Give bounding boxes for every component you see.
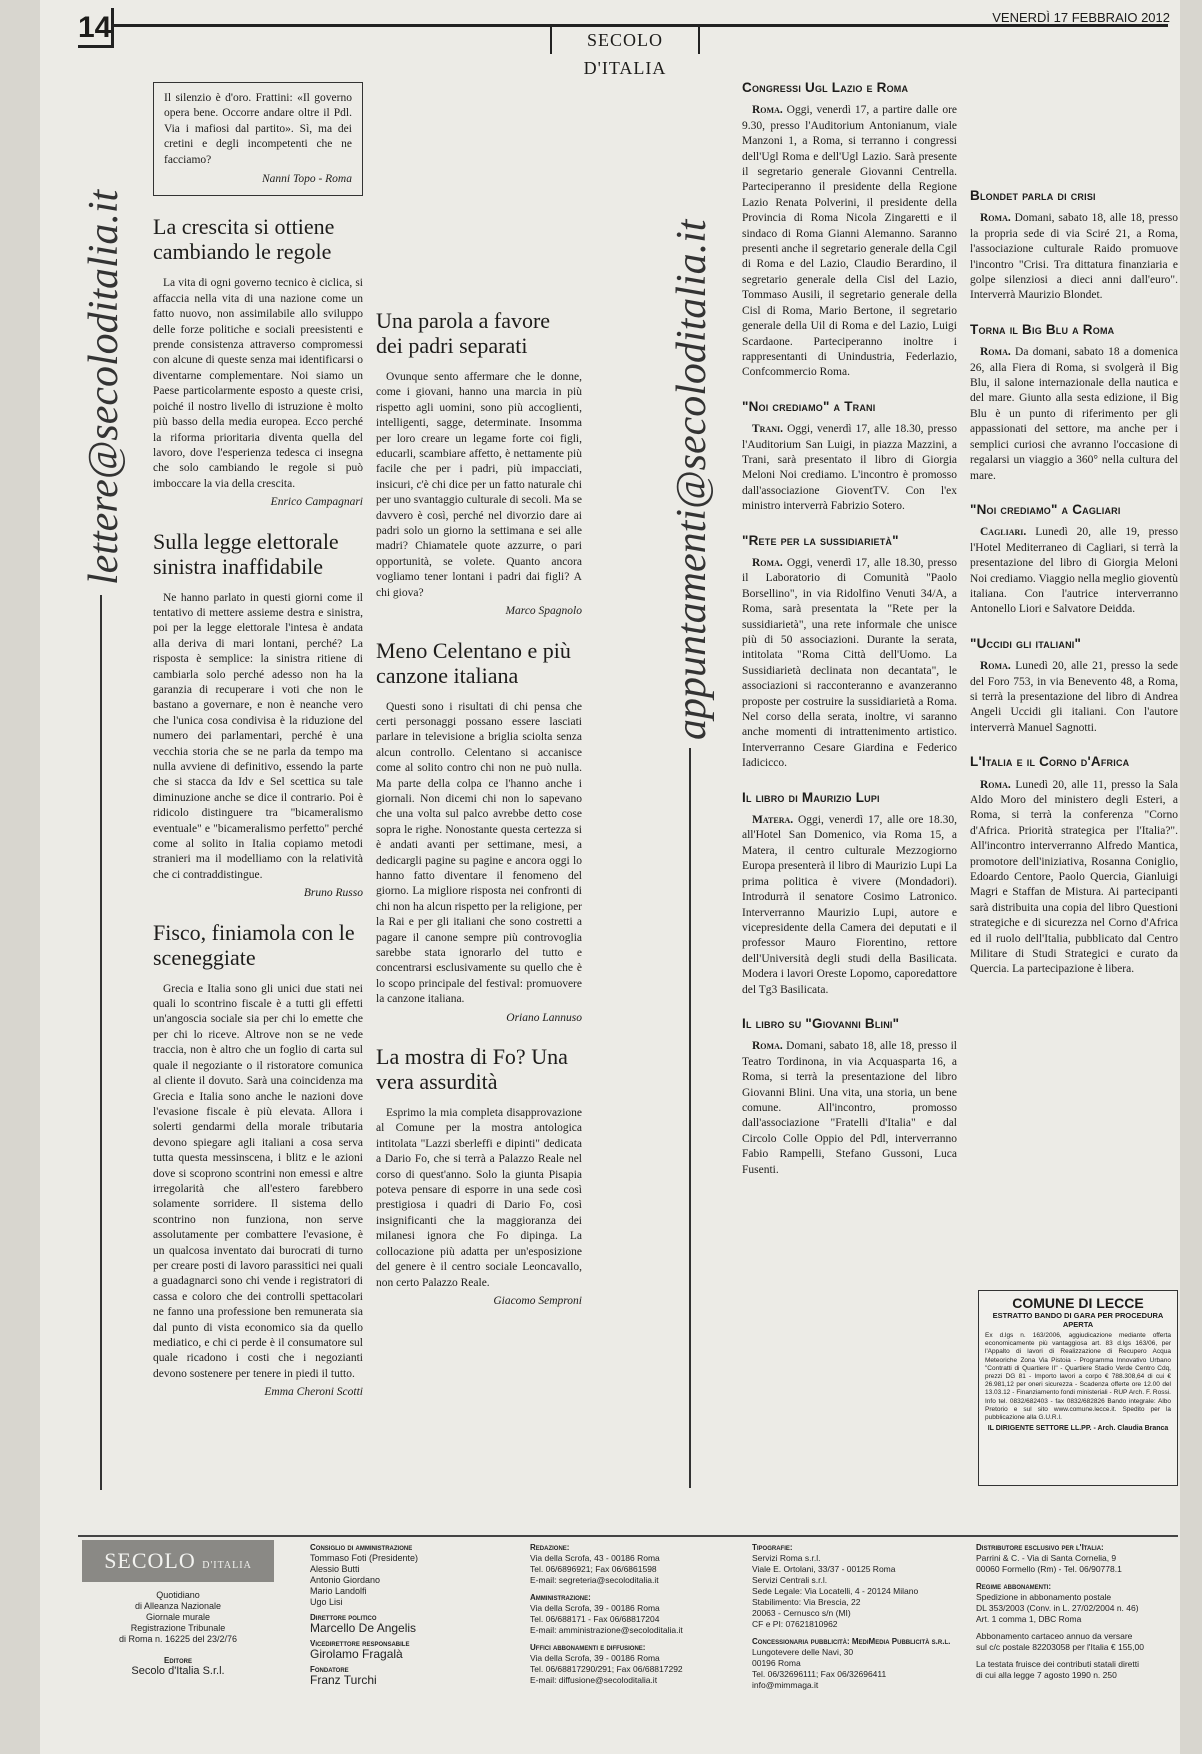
event-place: Matera. bbox=[752, 814, 794, 827]
fondatore-label: Fondatore bbox=[310, 1665, 349, 1674]
colophon-printing bbox=[752, 1542, 962, 1691]
amministrazione-line: Tel. 06/688171 - Fax 06/68817204 bbox=[530, 1614, 660, 1624]
colophon-distribution bbox=[976, 1542, 1180, 1681]
abbonamenti-line: di cui alla legge 7 agosto 1990 n. 250 bbox=[976, 1670, 1117, 1680]
concessionaria-line: 00196 Roma bbox=[752, 1658, 801, 1668]
tipografie-line: Servizi Centrali s.r.l. bbox=[752, 1575, 828, 1585]
cda-member: Alessio Butti bbox=[310, 1564, 360, 1574]
cda-member: Antonio Giordano bbox=[310, 1575, 381, 1585]
event-body: Domani, sabato 18, alle 18, presso la propria sede di via Sciré 21, a Roma, l'associazione culturale Raido promuove l'incontro "Crisi. Tra dittatura finanziaria e golpe silenziosi a dieci anni dall'euro". Interverrà Maurizio Blondet. bbox=[970, 212, 1178, 302]
cda-member: Mario Landolfi bbox=[310, 1586, 367, 1596]
letter-signature: Oriano Lannuso bbox=[506, 1011, 582, 1024]
about-line: Registrazione Tribunale bbox=[130, 1623, 226, 1633]
colophon-about bbox=[82, 1590, 274, 1677]
event-body: Lunedì 20, alle 11, presso la Sala Aldo Moro del ministero degli Esteri, a Roma, si terrà la conferenza "Corno d'Africa. Priorità strategica per l'Italia?". All'incontro interverranno Alfredo Mantica, promotore dell'iniziativa, Rosanna Coniglio, Edoardo Centore, Paolo Quercia, Gianluigi Magri e Staffan de Mistura. Ai partecipanti sarà distribuita una copia del libro Questioni strategiche e di sicurezza nel Corno d'Africa ed il ruolo dell'Italia, pubblicato dal Centro Militare di Studi Strategici e curato da Quercia. La partecipazione è libera. bbox=[970, 778, 1179, 976]
abbonamenti-line: Abbonamento cartaceo annuo da versare bbox=[976, 1631, 1133, 1641]
letters-column-2 bbox=[376, 82, 582, 1319]
event-title: Il libro su "Giovanni Blini" bbox=[742, 1015, 900, 1031]
redazione-line: Via della Scrofa, 43 - 00186 Roma bbox=[530, 1553, 660, 1563]
letter-title: Sulla legge elettorale sinistra inaffidabile bbox=[153, 528, 339, 579]
event-body: Da domani, sabato 18 a domenica 26, alla Fiera di Roma, si svolgerà il Big Blu, il salone internazionale della nautica e del mare. Giunto alla sesta edizione, il Big Blu è un punto di riferimento per gli appassionati del settore, ma anche per i semplici curiosi che avranno l'occasione di regalarsi un viaggio a 360° nella cultura del mare. bbox=[970, 346, 1179, 482]
amministrazione-line: Via della Scrofa, 39 - 00186 Roma bbox=[530, 1603, 660, 1613]
abbonamenti-line: sul c/c postale 82203058 per l'Italia € 155,00 bbox=[976, 1642, 1144, 1652]
letters-column-1 bbox=[153, 82, 363, 1411]
event-title: Blondet parla di crisi bbox=[970, 188, 1096, 203]
event-place: Roma. bbox=[980, 346, 1011, 359]
colophon-board bbox=[310, 1542, 520, 1686]
letter-body: La vita di ogni governo tecnico è ciclica, si affaccia nella vita di una nazione come un fatto nuovo, non assimilabile allo sviluppo delle forze politiche e sociali preesistenti e prende consistenza attraverso compromessi con alcune di queste senza mai identificarsi o diventarne complementare. Noi siamo un Paese particolarmente esposto a queste crisi, poiché il nostro livello di istruzione è molto più basso della media europea. Ecco perché la riforma prioritaria diventa quella del lavoro, dove l'esperienza tedesca ci insegna che solo cambiando le regole si può imboccare la via della crescita. bbox=[153, 277, 363, 490]
letter-signature: Giacomo Semproni bbox=[493, 1294, 582, 1307]
colophon-offices bbox=[530, 1542, 730, 1686]
tender-notice-ad bbox=[978, 1290, 1178, 1486]
events-column-2 bbox=[970, 78, 1178, 981]
logo-text: SECOLO bbox=[104, 1548, 196, 1573]
event-body: Oggi, venerdì 17, a partire dalle ore 9.30, presso l'Auditorium Antonianum, viale Manzoni 1, a Roma, si terranno i congressi dell'Ugl Roma e dell'Ugl Lazio. Sarà presente il segretario generale Giovanni Centrella. Parteciperanno il presidente della Regione Lazio Renata Polverini, il presidente della Provincia di Roma Nicola Zingaretti e il sindaco di Roma Gianni Alemanno. Saranno presenti anche il segretario generale della Cgil di Roma e del Lazio, Claudio Berardino, il segretario generale della Cisl del Lazio, Tommaso Ausili, il segretario generale della Cisl di Roma, Mario Bertone, il segretario generale della Uil di Roma e del Lazio, Luigi Scardaone. Parteciperanno inoltre i rappresentanti di Unindustria, Federlazio, Confcommercio Roma. bbox=[742, 104, 957, 379]
page-number: 14 bbox=[78, 8, 114, 48]
logo-small: D'ITALIA bbox=[202, 1560, 252, 1571]
tipografie-line: 20063 - Cernusco s/n (MI) bbox=[752, 1608, 851, 1618]
letter-title: La crescita si ottiene cambiando le regole bbox=[153, 214, 335, 265]
direttore-name: Marcello De Angelis bbox=[310, 1621, 417, 1635]
event-body: Oggi, venerdì 17, alle ore 18.30, all'Hotel San Domenico, via Roma 15, a Matera, il centro culturale Mezzogiorno Europa presenterà il libro di Maurizio Lupi La prima politica è vivere (Mondadori). Introdurrà il senatore Cosimo Latronico. Interverranno Maurizio Lupi, autore e vicepresidente della Camera dei deputati e il professor Mauro Fiorentino, rettore dell'Università degli studi della Basilicata. Modera i lavori Oreste Lopomo, caporedattore del Tg3 Basilicata. bbox=[742, 814, 958, 996]
tipografie-line: Sede Legale: Via Locatelli, 4 - 20124 Milano bbox=[752, 1586, 919, 1596]
event-body: Lunedì 20, alle 21, presso la sede del Foro 753, in via Benevento 48, a Roma, si terrà la presentazione del libro di Andrea Angeli Uccidi gli italiani. Con l'autore interverrà Manuel Sagnotti. bbox=[970, 660, 1179, 734]
cda-label: Consiglio di amministrazione bbox=[310, 1543, 413, 1552]
letter-body: Questi sono i risultati di chi pensa che certi personaggi possano essere lasciati parlare in televisione a briglia sciolta senza alcun controllo. Celentano si accanisce come al solito contro chi non ne può nulla. Ma parte della colpa ce l'hanno anche i giornali. Non dicemi chi non lo sapevano che una volta sul palco avrebbe detto cose sopra le righe. Nonostante questa certezza si è andati avanti per settimane, mesi, a dedicargli pagine su pagine e ancora oggi lo hanno fatto diventare il fenomeno del giorno. La migliore risposta nei confronti di chi non ha alcun rispetto per la religione, per la Rai e per gli italiani che sono costretti a pagare il canone sempre più controvoglia sarebbe stata ignorarlo del tutto e concentrarsi esclusivamente su quello che è lo scopo principale del festival: promuovere la canzone italiana. bbox=[376, 700, 582, 1006]
event-body: Oggi, venerdì 17, alle 18.30, presso l'Auditorium San Luigi, in piazza Mazzini, a Trani, sarà presentato il libro di Giorgia Meloni Noi crediamo. L'incontro è promosso dall'associazione GioventTV. Con l'ex ministro interverrà Fabrizio Sotero. bbox=[742, 423, 958, 513]
about-line: di Roma n. 16225 del 23/2/76 bbox=[118, 1634, 238, 1644]
letter-body: Grecia e Italia sono gli unici due stati nei quali lo scontrino fiscale è a tutti gli effetti un'angoscia sociale sia per chi lo emette che per chi lo riceve. Altrove non se ne vede traccia, non è altro che un foglio di carta sul quale il negoziante o il ristoratore comunica al cliente il dovuto. Sarà una coincidenza ma Grecia e Italia sono anche le nazioni dove l'evasione fiscale è più elevata. Allora i solerti gendarmi della morale tributaria devono spiegare agli italiani a cosa serva tutta questa messinscena, i blitz e le azioni dove si scoprono scontrini non emessi e altre irregolarità che all'estero farebbero solamente sorridere. Il sistema dello scontrino non funziona, non serve assolutamente per combattere l'evasione, è un qualcosa inventato dai burocrati di turno per creare posti di lavoro parassitici nei quali a guadagnarci sono chi vende i registratori di cassa e coloro che dei controlli spettacolari ne fanno una professione ben remunerata sia dal punto di vista economico sia da quello mediatico, e chi ci perde è il consumatore sul quale ricadono i costi che i negozianti devono sostenere per tenere in piedi il tutto. bbox=[153, 982, 363, 1380]
header-date: VENERDÌ 17 FEBBRAIO 2012 bbox=[992, 10, 1170, 25]
event-place: Roma. bbox=[752, 556, 783, 569]
event-title: L'Italia e il Corno d'Africa bbox=[970, 754, 1130, 770]
redazione-line: Tel. 06/6896921; Fax 06/6861598 bbox=[530, 1564, 657, 1574]
event-place: Trani. bbox=[752, 423, 783, 436]
concessionaria-label: Concessionaria pubblicità: MediMedia Pubblicità s.r.l. bbox=[752, 1637, 951, 1646]
uffici-line: Via della Scrofa, 39 - 00186 Roma bbox=[530, 1653, 660, 1663]
distributore-line: Parrini & C. - Via di Santa Cornelia, 9 bbox=[976, 1553, 1117, 1563]
tipografie-line: CF e PI: 07621810962 bbox=[752, 1619, 838, 1629]
letter-title: Meno Celentano e più canzone italiana bbox=[376, 637, 571, 688]
vice-label: Vicedirettore responsabile bbox=[310, 1639, 410, 1648]
header-masthead: SECOLO D'ITALIA bbox=[550, 26, 700, 54]
ad-footer: IL DIRIGENTE SETTORE LL.PP. - Arch. Claudia Branca bbox=[987, 1425, 1169, 1433]
letter-body: Ovunque sento affermare che le donne, come i giovani, hanno una marcia in più rispetto agli uomini, sono più accoglienti, intelligenti, sagge, determinate. Insomma per loro creare un legame forte coi figli, educarli, scambiare affetto, è nettamente più facile che per i padri, più impacciati, insicuri, c'è chi dice per un fatto naturale chi per uno svantaggio culturale di secoli. Ma se davvero è così, perché nel divorzio dare ai padri solo un giorno la settimana e sei alle madri? Chiamatele quote azzurre, o pari opportunità, se volete. Quanto ancora vogliamo tener lontani i padri dai figli? A chi giova? bbox=[376, 371, 582, 599]
editore-label: Editore bbox=[164, 1656, 192, 1665]
ad-title: COMUNE DI LECCE bbox=[1012, 1295, 1144, 1311]
uffici-line: Tel. 06/68817290/291; Fax 06/68817292 bbox=[530, 1664, 683, 1674]
vice-name: Girolamo Fragalà bbox=[310, 1647, 403, 1661]
concessionaria-line: Lungotevere delle Navi, 30 bbox=[752, 1647, 854, 1657]
abbonamenti-line: Spedizione in abbonamento postale bbox=[976, 1592, 1112, 1602]
event-title: "Noi crediamo" a Cagliari bbox=[970, 501, 1121, 517]
letter-signature: Marco Spagnolo bbox=[505, 605, 582, 618]
uffici-email[interactable]: E-mail: diffusione@secoloditalia.it bbox=[530, 1675, 658, 1685]
side-label-events[interactable]: appuntamenti@secoloditalia.it bbox=[669, 219, 715, 740]
tipografie-line: Viale E. Ortolani, 33/37 - 00125 Roma bbox=[752, 1564, 896, 1574]
fondatore-name: Franz Turchi bbox=[310, 1673, 377, 1687]
amministrazione-label: Amministrazione: bbox=[530, 1593, 591, 1602]
letter-signature: Bruno Russo bbox=[303, 887, 363, 900]
event-body: Lunedì 20, alle 19, presso l'Hotel Mediterraneo di Cagliari, si terrà la presentazione del libro di Giorgia Meloni Noi crediamo. Viaggio nella meglio gioventù italiana. Con l'autrice interverranno Antonello Liori e Salvatore Deidda. bbox=[970, 526, 1178, 616]
tipografie-line: Servizi Roma s.r.l. bbox=[752, 1553, 821, 1563]
about-line: Giornale murale bbox=[145, 1612, 211, 1622]
concessionaria-email[interactable]: info@mimmaga.it bbox=[752, 1680, 819, 1690]
redazione-email[interactable]: E-mail: segreteria@secoloditalia.it bbox=[530, 1575, 659, 1585]
events-column-1 bbox=[742, 78, 957, 1181]
event-place: Roma. bbox=[752, 104, 783, 117]
tipografie-label: Tipografie: bbox=[752, 1543, 793, 1552]
letter-title: La mostra di Fo? Una vera assurdità bbox=[376, 1044, 568, 1095]
cda-member: Ugo Lisi bbox=[310, 1597, 343, 1607]
event-title: Il libro di Maurizio Lupi bbox=[742, 789, 880, 805]
redazione-label: Redazione: bbox=[530, 1543, 570, 1552]
ad-body: Ex d.lgs n. 163/2006, aggiudicazione mediante offerta economicamente più vantaggiosa art. 83 d.lgs 163/06, per l'Appalto di lavori di Realizzazione di Recupero Acqua Meteoriche Zona Via Pistoia - Programma Innovativo Urbano "Contratti di Quartiere II" - Quartiere Stadio Verde Centro Cdq, prezzi DG 81 - Importo lavori a corpo € 788.308,64 di cui € 26.981,12 per oneri sicurezza - Scadenza offerte ore 12.00 del 13.03.12 - Finanziamento fondi ministeriali - RUP Arch. F. Rossi. Info tel. 0832/682403 - fax 0832/682826 Bando integrale: Albo Pretorio e sul sito www.comune.lecce.it. Spedito per la pubblicazione alla G.U.R.I. bbox=[985, 1332, 1171, 1422]
letter-signature: Enrico Campagnari bbox=[270, 496, 363, 509]
letter-title: Fisco, finiamola con le sceneggiate bbox=[153, 919, 355, 970]
footer-logo bbox=[82, 1540, 274, 1582]
side-rule-right bbox=[689, 748, 691, 1488]
side-rule-left bbox=[100, 595, 102, 1490]
letter-title: Una parola a favore dei padri separati bbox=[376, 308, 551, 358]
event-place: Cagliari. bbox=[980, 526, 1027, 539]
about-line: Quotidiano bbox=[156, 1590, 200, 1600]
distributore-label: Distributore esclusivo per l'Italia: bbox=[976, 1543, 1104, 1552]
amministrazione-email[interactable]: E-mail: amministrazione@secoloditalia.it bbox=[530, 1625, 683, 1635]
abbonamenti-line: La testata fruisce dei contributi statali diretti bbox=[976, 1659, 1139, 1669]
distributore-line: 00060 Formello (Rm) - Tel. 06/90778.1 bbox=[976, 1564, 1122, 1574]
event-body: Domani, sabato 18, alle 18, presso il Teatro Tordinona, in via Acquasparta 16, a Roma, si terrà la presentazione del libro Giovanni Blini. Una vita, una storia, un bene comune. All'incontro, promosso dall'associazione "Fratelli d'Italia" e dal Circolo Colle Oppio del Pdl, interverranno Fabio Rampelli, Stefano Gussoni, Luca Fusenti. bbox=[742, 1040, 957, 1176]
about-line: di Alleanza Nazionale bbox=[134, 1601, 222, 1611]
event-title: Congressi Ugl Lazio e Roma bbox=[742, 80, 909, 95]
footer-rule bbox=[78, 1535, 1178, 1537]
cda-member: Tommaso Foti (Presidente) bbox=[310, 1553, 419, 1563]
tipografie-line: Stabilimento: Via Brescia, 22 bbox=[752, 1597, 861, 1607]
event-place: Roma. bbox=[980, 660, 1011, 673]
abbonamenti-label: Regime abbonamenti: bbox=[976, 1582, 1051, 1591]
letter-signature: Emma Cheroni Scotti bbox=[264, 1386, 363, 1399]
event-title: "Rete per la sussidiarietà" bbox=[742, 532, 899, 548]
event-title: "Uccidi gli italiani" bbox=[970, 635, 1082, 651]
editore-name: Secolo d'Italia S.r.l. bbox=[131, 1665, 225, 1677]
event-place: Roma. bbox=[752, 1040, 783, 1053]
concessionaria-line: Tel. 06/32696111; Fax 06/32696411 bbox=[752, 1669, 887, 1679]
event-title: "Noi crediamo" a Trani bbox=[742, 398, 876, 414]
event-title: Torna il Big Blu a Roma bbox=[970, 321, 1115, 337]
ad-subtitle: ESTRATTO BANDO DI GARA PER PROCEDURA APERTA bbox=[992, 1311, 1164, 1329]
letter-body: Ne hanno parlato in questi giorni come il tentativo di mettere assieme destra e sinistra, poi per la legge elettorale l'intesa è andata alla deriva di mari lontani, perché? La risposta è semplice: la sinistra ritiene di cambiarla solo perché adesso non ha la garanzia di recuperare i voti che non le bastano a governare, e non è neanche vero che l'unica cosa condivisa è la riduzione del numero dei parlamentari, perché è una vecchia storia che se ne parla da tempo ma nulla avviene di definitivo, essendo la parte che si stacca da Idv e Sel scettica su tale diminuzione anche se dice il contrario. Poi è ridicolo distinguere tra "bicameralismo eventuale" e "bicameralismo perfetto" perché come al solito in Italia copiamo metodi stranieri ma il modelliamo con la relatività che ci contraddistingue. bbox=[153, 591, 363, 881]
quote-text: Il silenzio è d'oro. Frattini: «Il governo opera bene. Occorre andare oltre il Pdl. Via i mafiosi dal partito». Sì, ma dei cretini e degli incompetenti che ne facciamo? bbox=[164, 92, 352, 166]
event-place: Roma. bbox=[980, 212, 1011, 225]
abbonamenti-line: DL 353/2003 (Conv. in L. 27/02/2004 n. 46) bbox=[976, 1603, 1139, 1613]
abbonamenti-line: Art. 1 comma 1, DBC Roma bbox=[976, 1614, 1082, 1624]
event-place: Roma. bbox=[980, 778, 1011, 791]
quote-signature: Nanni Topo - Roma bbox=[262, 173, 352, 186]
uffici-label: Uffici abbonamenti e diffusione: bbox=[530, 1643, 646, 1652]
event-body: Oggi, venerdì 17, alle 18.30, presso il Laboratorio di Comunità "Paolo Borsellino", in via Ridolfino Venuti 34/A, a Roma, sarà presentata la "Rete per la sussidiarietà", una rete informale che unisce più di 50 associazioni. Durante la serata, intitolata "Roma Città dell'Uomo. La Sussidiarietà declinata non decantata", le associazioni si racconteranno e avanzeranno proposte per costruire la sussidiarietà a Roma. Nel corso della serata, inoltre, vi saranno anche momenti di intrattenimento artistico. Interverranno Cesare Giardina e Federico Iadicicco. bbox=[742, 556, 958, 770]
quote-box bbox=[153, 82, 363, 196]
letter-body: Esprimo la mia completa disapprovazione al Comune per la mostra antologica intitolata "Lazzi sberleffi e dipinti" dedicata a Dario Fo, che si terrà a Palazzo Reale nel corso di quest'anno. Solo la giunta Pisapia poteva pensare di esporre in una sede così prestigiosa i quadri di Dario Fo, così insignificanti che la maggioranza dei milanesi ignora che Fo dipinga. La collocazione più adatta per un'esposizione del genere è il centro sociale Leoncavallo, non certo Palazzo Reale. bbox=[376, 1107, 582, 1289]
side-label-letters[interactable]: lettere@secoloditalia.it bbox=[81, 189, 127, 585]
direttore-label: Direttore politico bbox=[310, 1613, 377, 1622]
